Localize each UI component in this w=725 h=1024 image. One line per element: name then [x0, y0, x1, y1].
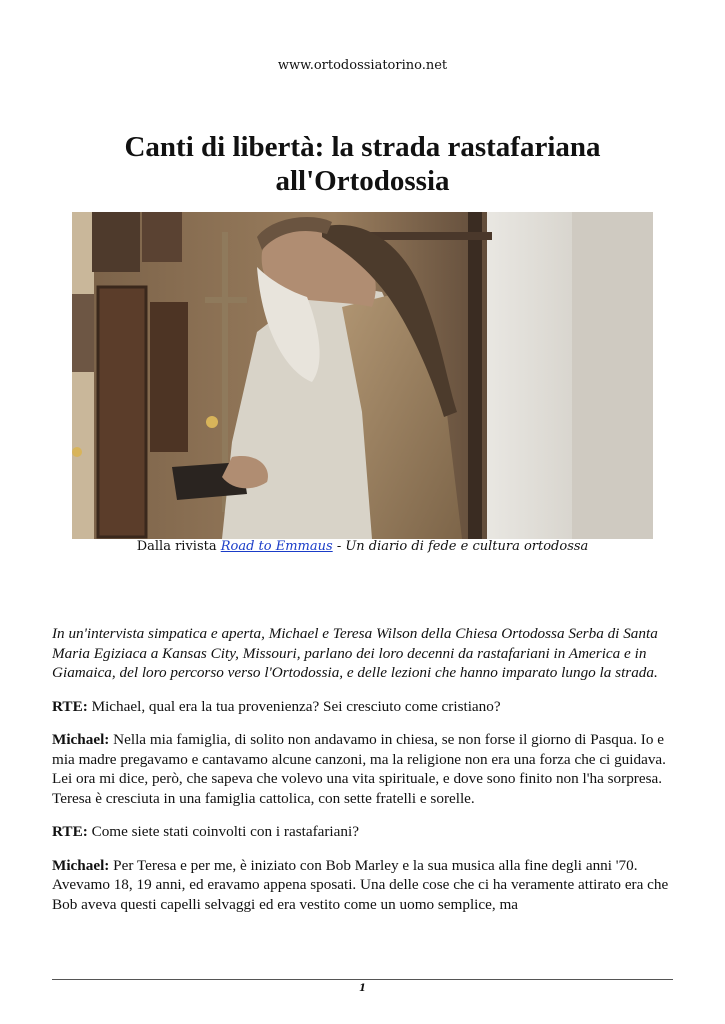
article-body-clip — [52, 624, 682, 959]
interview-paragraph — [52, 856, 674, 915]
article-title: Canti di libertà: la strada rastafariana all'Ortodossia — [124, 131, 601, 197]
caption-link-road-to-emmaus[interactable]: Road to Emmaus — [220, 539, 333, 554]
speaker-label: RTE: — [52, 697, 88, 715]
paragraph-text: Michael, qual era la tua provenienza? Sei cresciuto come cristiano? — [87, 697, 501, 715]
speaker-label: RTE: — [52, 823, 88, 840]
site-url: www.ortodossiatorino.net — [277, 58, 448, 73]
interview-paragraph — [52, 697, 674, 717]
paragraph-text: Per Teresa e per me, è iniziato con Bob Marley e la sua musica alla fine degli anni '70. Avevamo 18, 19 anni, ed eravamo appena sposati. Una delle cose che ci ha veramente attirato era che Bob aveva questi capelli selvaggi ed era vestito come un uomo semplice, ma — [52, 856, 669, 913]
intro-paragraph: In un'intervista simpatica e aperta, Michael e Teresa Wilson della Chiesa Ortodossa Serba di Santa Maria Egiziaca a Kansas City, Missouri, parlano dei loro decenni da rastafariani in America e in Giamaica, del loro percorso verso l'Ortodossia, e delle lezioni che hanno imparato lungo la strada. — [52, 625, 658, 681]
speaker-label: Michael: — [52, 856, 110, 874]
footer-divider — [52, 979, 673, 980]
caption-suffix: - Un diario di fede e cultura ortodossa — [332, 539, 589, 554]
caption-prefix: Dalla rivista — [136, 539, 221, 554]
speaker-label: Michael: — [52, 731, 110, 748]
paragraph-text: Come siete stati coinvolti con i rastafariani? — [87, 823, 359, 840]
page-number: 1 — [359, 983, 366, 994]
interview-paragraph — [52, 822, 674, 842]
interview-paragraph — [52, 730, 674, 808]
article-photo — [72, 212, 653, 539]
paragraph-text: Nella mia famiglia, di solito non andavamo in chiesa, se non forse il giorno di Pasqua. Io e mia madre pregavamo e cantavamo alcune canzoni, ma la religione non era una forza che ci guidava. Lei ora mi dice, però, che sapeva che volevo una vita spirituale, e dove sono finito non l'ha sorpresa. Teresa è cresciuta in una famiglia cattolica, con sette fratelli e sorelle. — [52, 731, 666, 807]
photo-caption — [0, 539, 725, 555]
article-body — [52, 624, 674, 914]
